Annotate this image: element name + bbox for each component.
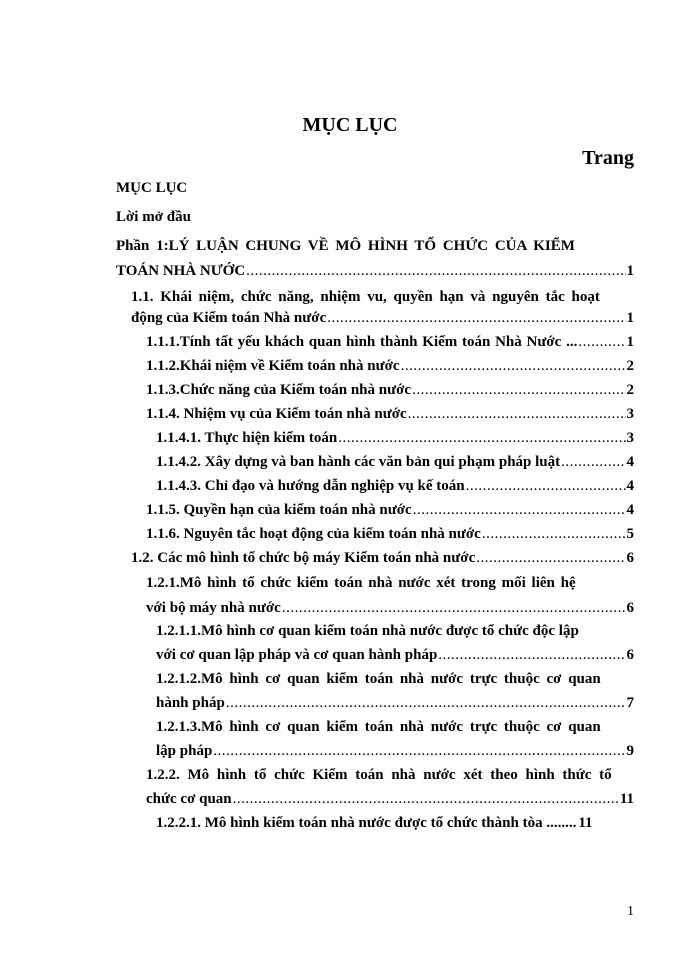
toc-page-number: 4 — [626, 502, 634, 518]
toc-entry[interactable] — [156, 476, 634, 496]
toc-entry-text: động của Kiểm toán Nhà nước — [131, 310, 327, 326]
toc-leader-dots — [226, 693, 626, 713]
toc-leader-dots — [578, 332, 625, 352]
toc-entry[interactable] — [146, 524, 634, 544]
toc-entry-text: với bộ máy nhà nước — [146, 600, 281, 616]
toc-entry-text: với cơ quan lập pháp và cơ quan hành pháp — [156, 647, 438, 663]
toc-entry-text: 1.1.4.3. Chỉ đạo và hướng dẫn nghiệp vụ kế toán — [156, 478, 465, 494]
toc-entry[interactable] — [131, 548, 634, 568]
toc-entry-text: 1.2.2.1. Mô hình kiểm toán nhà nước được tổ chức thành tòa ........ — [156, 815, 577, 831]
toc-entry[interactable] — [146, 598, 634, 618]
toc-entry-text: TOÁN NHÀ NƯỚC — [116, 263, 246, 279]
toc-entry-text: 1.1.4.2. Xây dựng và ban hành các văn bản qui phạm pháp luật — [156, 454, 561, 470]
toc-entry-text: 1.1.4. Nhiệm vụ của Kiểm toán nhà nước — [146, 406, 407, 422]
toc-leader-dots — [412, 380, 625, 400]
toc-leader-dots — [233, 789, 619, 809]
toc-page-number: 6 — [626, 550, 634, 566]
toc-page-number: 4 — [626, 478, 634, 494]
toc-page-number: 11 — [578, 815, 593, 831]
toc-entry[interactable] — [146, 404, 634, 424]
toc-leader-dots — [246, 261, 625, 281]
toc-entry[interactable] — [146, 573, 634, 593]
toc-entry[interactable] — [156, 813, 634, 833]
toc-entry[interactable] — [156, 452, 634, 472]
toc-entry[interactable] — [146, 332, 634, 352]
toc-entry-text: 1.2.1.3.Mô hình cơ quan kiểm toán nhà nước trực thuộc cơ quan — [156, 719, 601, 735]
toc-leader-dots — [413, 500, 626, 520]
toc-page-number: 2 — [626, 358, 634, 374]
toc-entry[interactable] — [146, 380, 634, 400]
toc-leader-dots — [408, 404, 626, 424]
toc-page-number: 3 — [626, 406, 634, 422]
toc-entry-text: Lời mở đầu — [116, 209, 191, 225]
toc-page-number: 9 — [626, 743, 634, 759]
toc-entry-text: 1.1. Khái niệm, chức năng, nhiệm vu, quyền hạn và nguyên tắc hoạt — [131, 289, 600, 305]
toc-entry-text: MỤC LỤC — [116, 180, 188, 196]
toc-page-number: 6 — [626, 647, 634, 663]
toc-entry[interactable] — [116, 261, 634, 281]
toc-leader-dots — [561, 452, 625, 472]
toc-entry-text: 1.2.1.1.Mô hình cơ quan kiểm toán nhà nước được tổ chức độc lập — [156, 623, 579, 639]
toc-leader-dots — [466, 476, 626, 496]
toc-entry-text: 1.1.3.Chức năng của Kiểm toán nhà nước — [146, 382, 412, 398]
toc-page-number: 1 — [626, 334, 634, 350]
toc-leader-dots — [327, 308, 625, 328]
toc-leader-dots — [476, 548, 625, 568]
toc-entry[interactable] — [156, 669, 634, 689]
toc-entry[interactable] — [131, 308, 634, 328]
page-column-header: Trang — [582, 147, 634, 169]
toc-entry-text: hành pháp — [156, 695, 225, 711]
toc-page-number: 6 — [626, 600, 634, 616]
toc-title: MỤC LỤC — [302, 114, 398, 136]
toc-entry-text: 1.1.4.1. Thực hiện kiểm toán — [156, 430, 338, 446]
toc-leader-dots — [213, 741, 625, 761]
toc-entry[interactable] — [146, 356, 634, 376]
toc-entry-text: 1.2.2. Mô hình tổ chức Kiểm toán nhà nước xét theo hình thức tổ — [146, 767, 612, 783]
toc-page-number: 3 — [626, 430, 634, 446]
toc-entry[interactable] — [116, 236, 634, 256]
footer-page-number: 1 — [627, 904, 634, 919]
toc-entry-text: 1.1.2.Khái niệm về Kiểm toán nhà nước — [146, 358, 400, 374]
toc-entry[interactable] — [156, 645, 634, 665]
toc-entry[interactable] — [156, 741, 634, 761]
toc-page-number: 7 — [626, 695, 634, 711]
toc-page-number: 11 — [619, 791, 634, 807]
toc-entry[interactable] — [116, 207, 191, 227]
toc-entry[interactable] — [156, 428, 634, 448]
toc-entry-text: chức cơ quan — [146, 791, 232, 807]
toc-leader-dots — [401, 356, 626, 376]
toc-entry-text: 1.1.1.Tính tất yếu khách quan hình thành Kiểm toán Nhà Nước ... — [146, 334, 578, 350]
toc-entry-text: 1.2.1.2.Mô hình cơ quan kiểm toán nhà nước trực thuộc cơ quan — [156, 671, 601, 687]
toc-leader-dots — [338, 428, 625, 448]
toc-leader-dots — [482, 524, 626, 544]
toc-page-number: 2 — [626, 382, 634, 398]
toc-page-number: 5 — [626, 526, 634, 542]
toc-entry-text: 1.1.6. Nguyên tắc hoạt động của kiểm toán nhà nước — [146, 526, 481, 542]
toc-entry-text: 1.1.5. Quyền hạn của kiểm toán nhà nước — [146, 502, 412, 518]
toc-entry-text: lập pháp — [156, 743, 213, 759]
toc-entry[interactable] — [146, 500, 634, 520]
toc-entry[interactable] — [156, 717, 634, 737]
toc-page-number: 1 — [626, 263, 634, 279]
toc-entry[interactable] — [116, 178, 187, 198]
toc-entry[interactable] — [146, 789, 634, 809]
toc-entry[interactable] — [156, 693, 634, 713]
toc-entry-text: 1.2.1.Mô hình tổ chức kiểm toán nhà nước xét trong mối liên hệ — [146, 575, 576, 591]
toc-leader-dots — [438, 645, 625, 665]
toc-entry[interactable] — [146, 765, 634, 785]
toc-page-number: 4 — [626, 454, 634, 470]
toc-entry[interactable] — [131, 287, 634, 307]
toc-entry[interactable] — [156, 621, 634, 641]
toc-leader-dots — [282, 598, 626, 618]
toc-page-number: 1 — [626, 310, 634, 326]
toc-entry-text: 1.2. Các mô hình tổ chức bộ máy Kiểm toán nhà nước — [131, 550, 476, 566]
toc-entry-text: Phần 1:LÝ LUẬN CHUNG VỀ MÔ HÌNH TỔ CHỨC CỦA KIỂM — [116, 238, 575, 254]
